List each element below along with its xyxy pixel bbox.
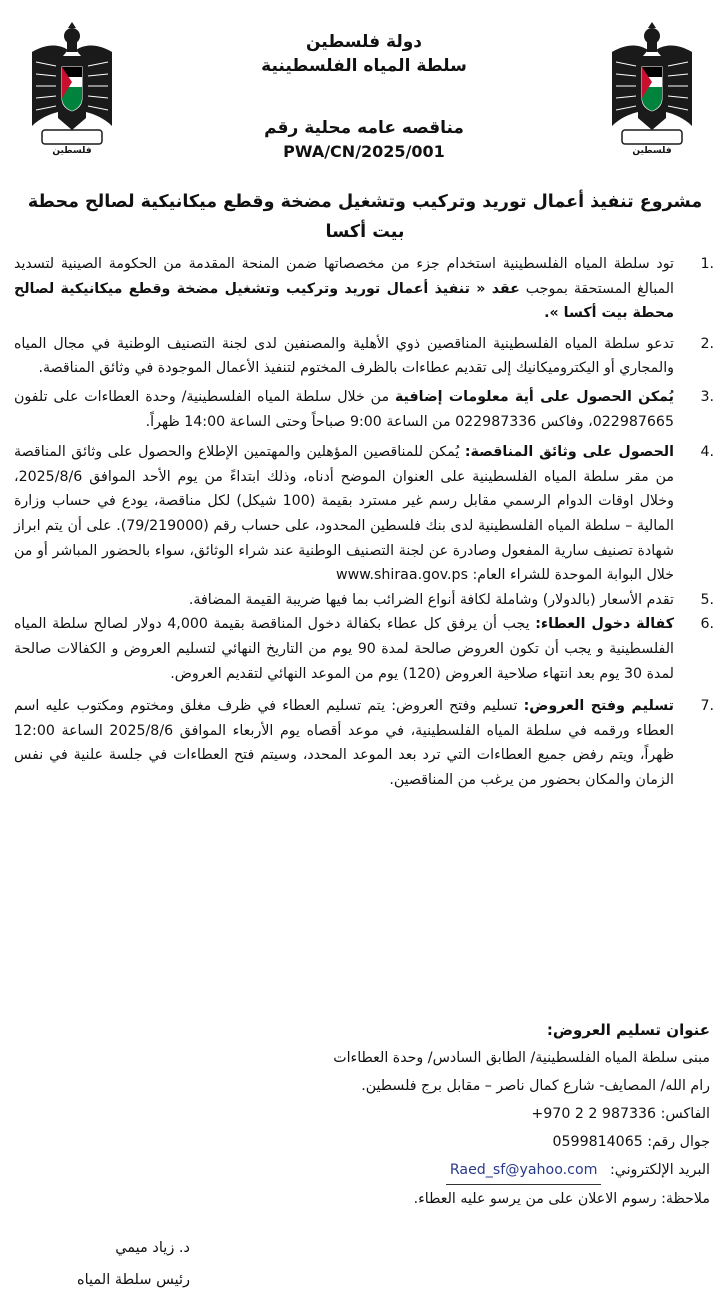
item-bold-text: عقد « تنفيذ أعمال توريد وتركيب وتشغيل مضخة وقطع ميكانيكية لصالح محطة بيت أكسا ».: [14, 280, 674, 322]
list-item: [14, 385, 714, 434]
item-bold-text: يُمكن الحصول على أية معلومات إضافية: [394, 388, 674, 405]
item-text: تقدم الأسعار (بالدولار) وشاملة لكافة أنواع الضرائب بما فيها ضريبة القيمة المضافة.: [188, 591, 674, 608]
item-bold-text: تسليم وفتح العروض:: [523, 698, 674, 715]
address-line: رام الله/ المصايف- شارع كمال ناصر – مقابل برج فلسطين.: [361, 1078, 710, 1094]
item-number: 4.: [700, 444, 714, 461]
item-number: 6.: [700, 616, 714, 633]
list-item: [14, 612, 714, 686]
fax-value: +970 2 2 987336: [531, 1106, 657, 1122]
note-row: [120, 1185, 710, 1213]
eagle-icon: [28, 22, 116, 146]
mobile-label: جوال رقم:: [647, 1134, 710, 1150]
list-item: [14, 694, 714, 792]
signature-block: [30, 1232, 190, 1296]
item-bold-text: الحصول على وثائق المناقصة:: [464, 444, 674, 461]
fax-label: الفاكس:: [660, 1106, 710, 1122]
state-name: دولة فلسطين: [305, 32, 423, 52]
item-text: تدعو سلطة المياه الفلسطينية المناقصين ذوي الأهلية والمصنفين لدى لجنة التصنيف الوطنية في مجال المياه والمجاري أو اليكتروميكانيك إلى تقديم عطاءات بالظرف المختوم لتنفيذ الأعمال الموجودة في وثائق المناقصة.: [14, 335, 674, 377]
item-number: 5.: [700, 591, 714, 608]
tender-number: PWA/CN/2025/001: [283, 142, 445, 161]
emblem-caption: فلسطين: [632, 146, 672, 156]
eagle-icon: [608, 22, 696, 146]
item-bold-text: كفالة دخول العطاء:: [535, 616, 674, 633]
mobile-row: [120, 1128, 710, 1156]
email-label: البريد الإلكتروني:: [610, 1162, 710, 1178]
item-text: يجب أن يرفق كل عطاء بكفالة دخول المناقصة بقيمة 4,000 دولار لصالح سلطة المياه الفلسطينية و يجب أن تكون العروض صالحة لمدة 90 يوم من التاريخ النهائي لتسليم العروض و الكفالات صالحة لمدة 30 يوم بعد انتهاء صلاحية العروض (120) يوم من الموعد النهائي لتقديم العروض.: [14, 616, 674, 682]
address-title: عنوان تسليم العروض:: [546, 1021, 710, 1039]
email-link[interactable]: Raed_sf@yahoo.com: [446, 1156, 602, 1185]
item-text: تود سلطة المياه الفلسطينية استخدام جزء من مخصصاتها ضمن المنحة المقدمة من الحكومة الصينية لتسديد المبالغ المستحقة بموجب: [14, 256, 674, 297]
item-number: 7.: [700, 698, 714, 715]
item-text: تسليم وفتح العروض: يتم تسليم العطاء في ظرف مغلق ومختوم ومكتوب عليه اسم العطاء ورقمه في سلطة المياه الفلسطينية، في موعد أقصاه يوم الأربعاء الموافق 2025/8/6 الساعة 12:00 ظهراً، ويتم رفض جميع العطاءات التي ترد بعد الموعد المحدد، وسيتم فتح العطاءات في جلسة علنية في نفس الزمان والمكان بحضور من يرغب من المناقصين.: [14, 698, 675, 788]
item-number: 1.: [700, 256, 714, 272]
mobile-value: 0599814065: [552, 1134, 643, 1150]
palestine-eagle-emblem-left: [28, 22, 116, 160]
signatory-name: د. زياد ميمي: [115, 1240, 190, 1256]
item-number: 2.: [700, 335, 714, 352]
item-text: من خلال سلطة المياه الفلسطينية/ وحدة العطاءات على تلفون 022987665، وفاكس 022987336 من الساعة 9:00 صباحاً وحتى الساعة 14:00 ظهراً.: [14, 388, 674, 430]
item-number: 3.: [700, 388, 714, 405]
fax-row: [120, 1100, 710, 1128]
tender-label: مناقصه عامه محلية رقم: [264, 118, 464, 138]
note-text: رسوم الاعلان على من يرسو عليه العطاء.: [413, 1191, 657, 1207]
authority-name: سلطة المياه الفلسطينية: [261, 56, 467, 76]
list-item: [14, 252, 714, 326]
tender-items-list: [14, 252, 714, 792]
header: [130, 30, 598, 164]
submission-address: [120, 1016, 710, 1213]
address-line: مبنى سلطة المياه الفلسطينية/ الطابق السادس/ وحدة العطاءات: [333, 1050, 710, 1066]
signatory-title: رئيس سلطة المياه: [77, 1272, 190, 1288]
list-item: [14, 332, 714, 381]
emblem-caption: فلسطين: [52, 146, 92, 156]
palestine-eagle-emblem-right: [608, 22, 696, 160]
project-title: مشروع تنفيذ أعمال توريد وتركيب وتشغيل مضخة وقطع ميكانيكية لصالح محطة بيت أكسا: [27, 192, 703, 242]
item-text: يُمكن للمناقصين المؤهلين والمهتمين الإطلاع والحصول على وثائق المناقصة من مقر سلطة المياه الفلسطينية على العنوان الموضح أدناه، وذلك ابتداءً من يوم الأحد الموافق 2025/8/6، وخلال اوقات الدوام الرسمي مقابل رسم غير مسترد بقيمة (100 شيكل) لكل مناقصة، يودع في حساب وزارة المالية – سلطة المياه الفلسطينية لدى بنك فلسطين المحدود، على حساب رقم (79/219000). على أن يتم ابراز شهادة تصنيف سارية المفعول وصادرة عن لجنة التصنيف الوطنية عند شراء الوثائق، سواء بالحضور المباشر أو من خلال البوابة الموحدة للشراء العام: www.shiraa.gov.ps: [14, 444, 674, 584]
email-row: [120, 1156, 710, 1185]
note-label: ملاحظة:: [661, 1191, 710, 1207]
list-item: [14, 440, 714, 588]
list-item: [14, 588, 714, 613]
